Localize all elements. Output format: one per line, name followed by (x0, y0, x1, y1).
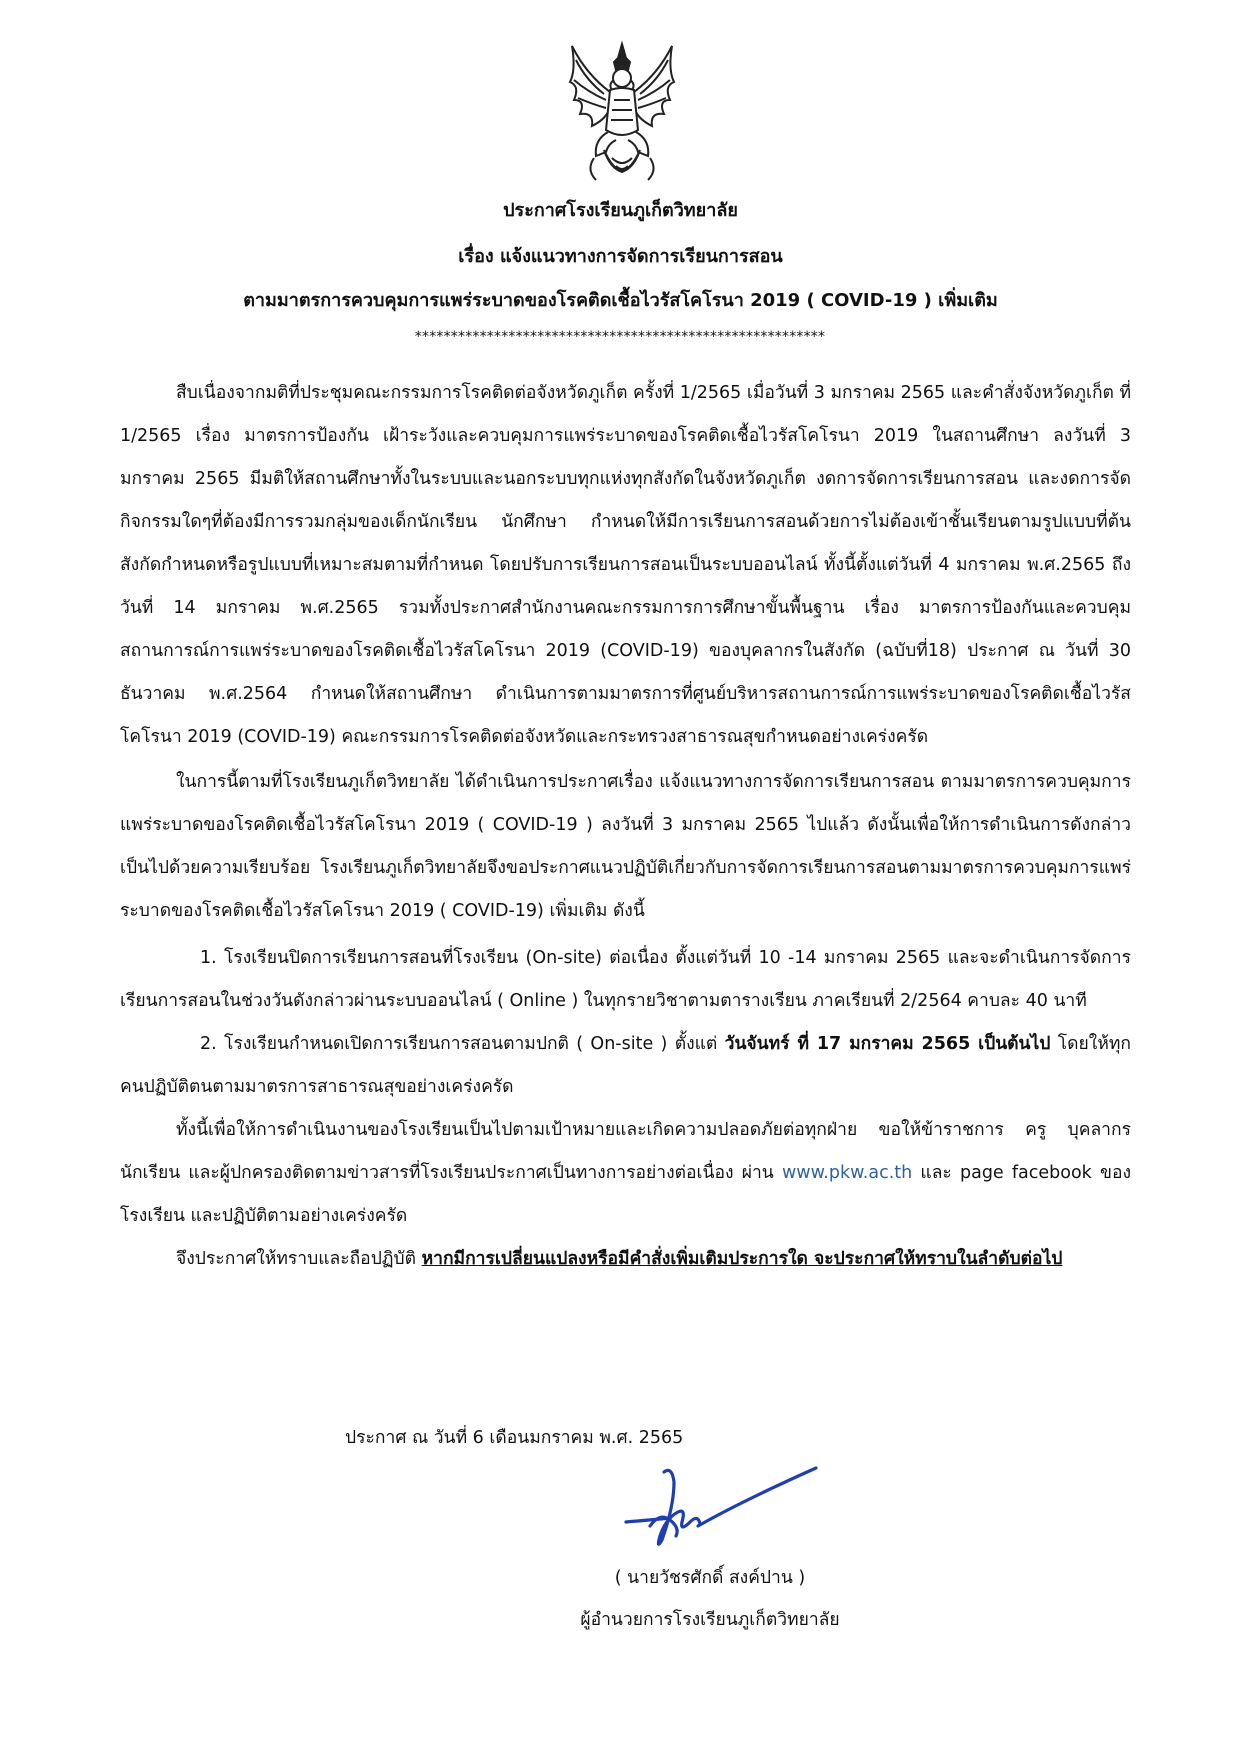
body-paragraph-1: สืบเนื่องจากมติที่ประชุมคณะกรรมการโรคติดต่อจังหวัดภูเก็ต ครั้งที่ 1/2565 เมื่อวันที่ 3 มกราคม 2565 และคำสั่งจังหวัดภูเก็ต ที่ 1/2565 เรื่อง มาตรการป้องกัน เฝ้าระวังและควบคุมการแพร่ระบาดของโรคติดเชื้อไวรัสโคโรนา 2019 ในสถานศึกษา ลงวันที่ 3 มกราคม 2565 มีมติให้สถานศึกษาทั้งในระบบและนอกระบบทุกแห่งทุกสังกัดในจังหวัดภูเก็ต งดการจัดการเรียนการสอน และงดการจัดกิจกรรมใดๆที่ต้องมีการรวมกลุ่มของเด็กนักเรียน นักศึกษา กำหนดให้มีการเรียนการสอนด้วยการไม่ต้องเข้าชั้นเรียนตามรูปแบบที่ต้นสังกัดกำหนดหรือรูปแบบที่เหมาะสมตามที่กำหนด โดยปรับการเรียนการสอนเป็นระบบออนไลน์ ทั้งนี้ตั้งแต่วันที่ 4 มกราคม พ.ศ.2565 ถึงวันที่ 14 มกราคม พ.ศ.2565 รวมทั้งประกาศสำนักงานคณะกรรมการการศึกษาขั้นพื้นฐาน เรื่อง มาตรการป้องกันและควบคุมสถานการณ์การแพร่ระบาดของโรคติดเชื้อไวรัสโคโรนา 2019 (COVID-19) ของบุคลากรในสังกัด (ฉบับที่18) ประกาศ ณ วันที่ 30 ธันวาคม พ.ศ.2564 กำหนดให้สถานศึกษา ดำเนินการตามมาตรการที่ศูนย์บริหารสถานการณ์การแพร่ระบาดของโรคติดเชื้อไวรัสโคโรนา 2019 (COVID-19) คณะกรรมการโรคติดต่อจังหวัดและกระทรวงสาธารณสุขกำหนดอย่างเคร่งครัด (120, 383, 1132, 747)
body-paragraph-4-prefix: จึงประกาศให้ทราบและถือปฏิบัติ (176, 1249, 422, 1269)
body-item-2 (120, 1023, 1131, 1109)
garuda-emblem-icon (564, 40, 680, 188)
announcement-body (120, 372, 1131, 1281)
header-subject-continued: ตามมาตรการควบคุมการแพร่ระบาดของโรคติดเชื้อไวรัสโคโรนา 2019 ( COVID-19 ) เพิ่มเติม (243, 290, 998, 311)
school-website-link[interactable]: www.pkw.ac.th (781, 1163, 913, 1183)
signer-title: ผู้อำนวยการโรงเรียนภูเก็ตวิทยาลัย (580, 1610, 840, 1630)
body-paragraph-4-notice: หากมีการเปลี่ยนแปลงหรือมีคำสั่งเพิ่มเติมประการใด จะประกาศให้ทราบในลำดับต่อไป (421, 1249, 1063, 1269)
header-divider: ********************************************************* (414, 329, 826, 345)
header-subject: เรื่อง แจ้งแนวทางการจัดการเรียนการสอน (458, 246, 783, 267)
body-paragraph-3-suffix: และ page facebook ของโรงเรียน และปฏิบัติตามอย่างเคร่งครัด (120, 1163, 1131, 1226)
body-item-2-date: วันจันทร์ ที่ 17 มกราคม 2565 เป็นต้นไป (724, 1034, 1051, 1054)
signature-icon (620, 1462, 820, 1554)
body-item-2-suffix: โดยให้ทุกคนปฏิบัติตนตามมาตรการสาธารณสุขอย่างเคร่งครัด (120, 1034, 1131, 1097)
body-paragraph-3 (120, 1109, 1131, 1238)
body-item-1: 1. โรงเรียนปิดการเรียนการสอนที่โรงเรียน (On-site) ต่อเนื่อง ตั้งแต่วันที่ 10 -14 มกราคม 2565 และจะดำเนินการจัดการเรียนการสอนในช่วงวันดังกล่าวผ่านระบบออนไลน์ ( Online ) ในทุกรายวิชาตามตารางเรียน ภาคเรียนที่ 2/2564 คาบละ 40 นาที (120, 948, 1131, 1011)
signer-name: ( นายวัชรศักดิ์ สงค์ปาน ) (614, 1568, 806, 1588)
body-paragraph-2: ในการนี้ตามที่โรงเรียนภูเก็ตวิทยาลัย ได้ดำเนินการประกาศเรื่อง แจ้งแนวทางการจัดการเรียนการสอน ตามมาตรการควบคุมการแพร่ระบาดของโรคติดเชื้อไวรัสโคโรนา 2019 ( COVID-19 ) ลงวันที่ 3 มกราคม 2565 ไปแล้ว ดังนั้นเพื่อให้การดำเนินการดังกล่าวเป็นไปด้วยความเรียบร้อย โรงเรียนภูเก็ตวิทยาลัยจึงขอประกาศแนวปฏิบัติเกี่ยวกับการจัดการเรียนการสอนตามมาตรการควบคุมการแพร่ระบาดของโรคติดเชื้อไวรัสโคโรนา 2019 ( COVID-19) เพิ่มเติม ดังนี้ (120, 772, 1131, 921)
header-title: ประกาศโรงเรียนภูเก็ตวิทยาลัย (503, 200, 738, 221)
body-paragraph-4 (120, 1238, 1131, 1281)
body-paragraph-3-prefix: ทั้งนี้เพื่อให้การดำเนินงานของโรงเรียนเป็นไปตามเป้าหมายและเกิดความปลอดภัยต่อทุกฝ่าย ขอให้ข้าราชการ ครู บุคลากร นักเรียน และผู้ปกครองติดตามข่าวสารที่โรงเรียนประกาศเป็นทางการอย่างต่อเนื่อง ผ่าน (120, 1120, 1131, 1183)
body-item-2-prefix: 2. โรงเรียนกำหนดเปิดการเรียนการสอนตามปกติ ( On-site ) ตั้งแต่ (200, 1034, 725, 1054)
announcement-date: ประกาศ ณ วันที่ 6 เดือนมกราคม พ.ศ. 2565 (345, 1428, 684, 1448)
